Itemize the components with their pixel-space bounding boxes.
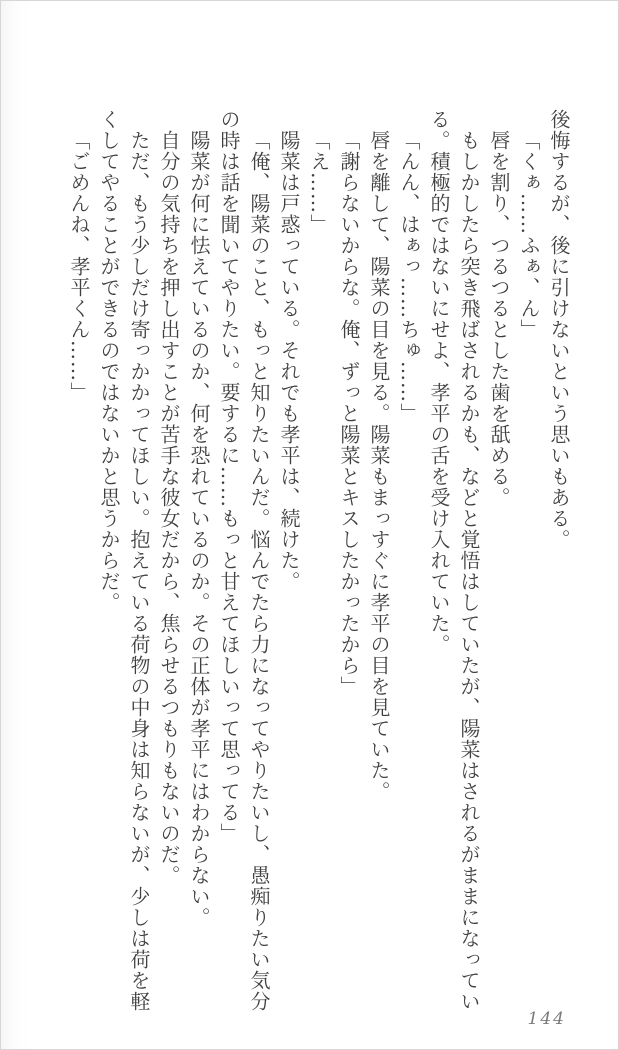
paragraph: 唇を割り、つるつるとした歯を舐める。 <box>487 130 511 508</box>
paragraph: 陽菜は戸惑っている。それでも孝平は、続けた。 <box>277 130 301 592</box>
paragraph: 自分の気持ちを押し出すことが苦手な彼女だから、焦らせるつもりもないのだ。 <box>157 130 181 886</box>
paragraph: もしかしたら突き飛ばされるかも、などと覚悟はしていたが、陽菜はされるがままになっている。積極的ではないにせよ、孝平の舌を受け入れていた。 <box>427 109 481 1012</box>
paragraph: 「くぁ……ふぁ、ん」 <box>517 130 541 340</box>
paragraph: 後悔するが、後に引けないという思いもある。 <box>547 109 571 550</box>
paragraph: 陽菜が何に怯えているのか、何を恐れているのか。その正体が孝平にはわからない。 <box>187 130 211 928</box>
paragraph: ただ、もう少しだけ寄っかかってほしい。抱えている荷物の中身は知らないが、少しは荷を軽くしてやることができるのではないかと思うからだ。 <box>97 109 151 1012</box>
paragraph: 「え……」 <box>307 130 331 235</box>
paragraph: 「んん、はぁっ……ちゅ……」 <box>397 130 421 424</box>
page-number: 144 <box>527 1009 566 1029</box>
paragraph: 唇を離して、陽菜の目を見る。陽菜もまっすぐに孝平の目を見ていた。 <box>367 130 391 802</box>
paragraph: 「俺、陽菜のこと、もっと知りたいんだ。悩んでたら力になってやりたいし、愚痴りたい気分の時は話を聞いてやりたい。要するに……もっと甘えてほしいって思ってる」 <box>217 109 271 1012</box>
page-text <box>64 109 574 1012</box>
paragraph: 「謝らないからな。俺、ずっと陽菜とキスしたかったから」 <box>337 130 361 697</box>
paragraph: 「ごめんね、孝平くん……」 <box>67 130 91 403</box>
